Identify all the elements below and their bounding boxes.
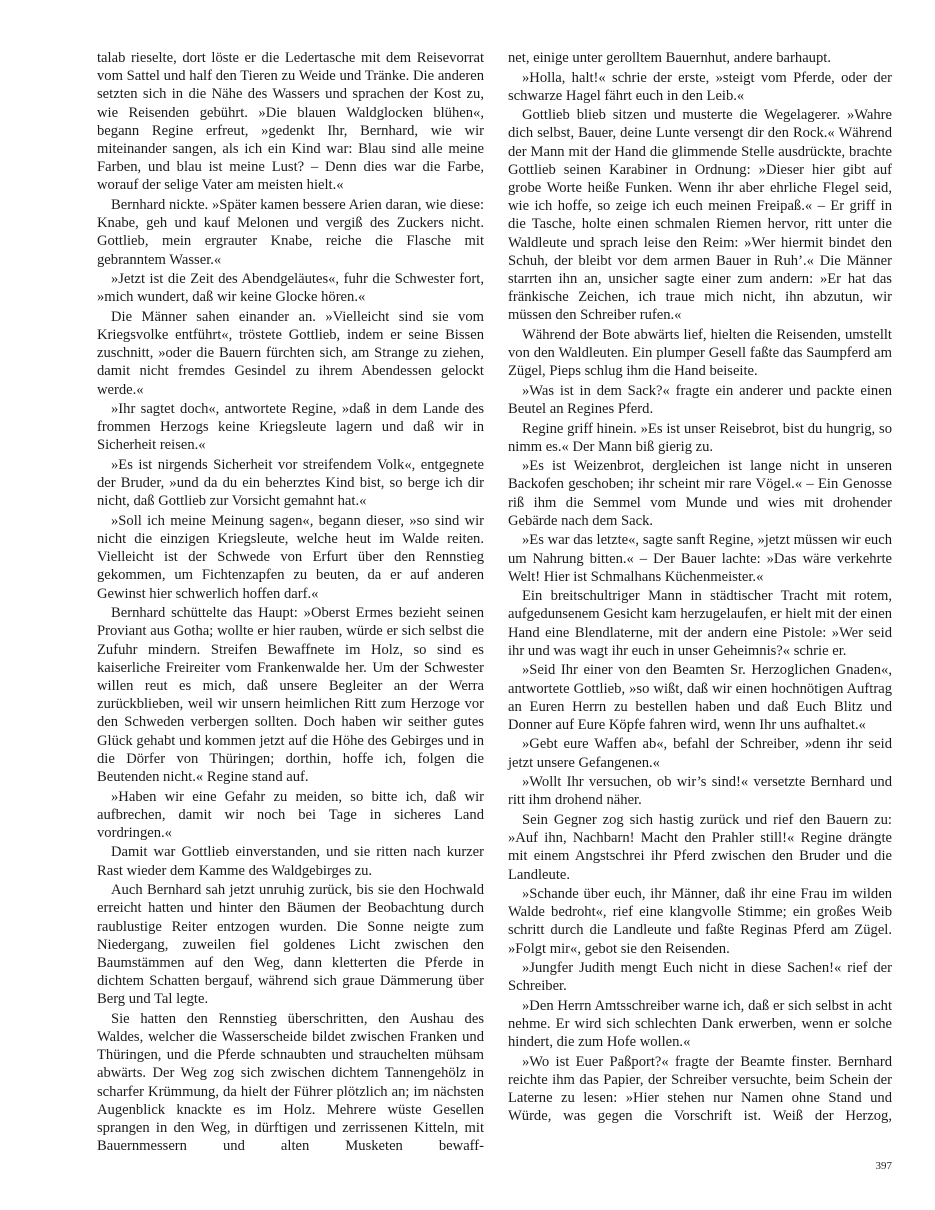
- paragraph: Regine griff hinein. »Es ist unser Reisebrot, bist du hungrig, so nimm es.« Der Mann biß gierig zu.: [508, 420, 892, 455]
- paragraph: »Es ist Weizenbrot, dergleichen ist lange nicht in unseren Backofen geschoben; ihr scheint mir rare Vögel.« – Ein Genosse riß ihm die Semmel vom Munde und wies mit drohender Gebärde nach dem Sack.: [508, 458, 892, 529]
- paragraph: »Es war das letzte«, sagte sanft Regine, »jetzt müssen wir euch um Nahrung bitten.« – Der Bauer lachte: »Das wäre verkehrte Welt! Hier ist Schmalhans Küchenmeister.«: [508, 532, 892, 585]
- paragraph: »Soll ich meine Meinung sagen«, begann dieser, »so sind wir nicht die einzigen Kriegsleute, welche heut im Walde reiten. Vielleicht ist der Schwede von Erfurt über den Rennstieg gekommen, um Fichtenzapfen zu beuten, da er auf anderen Gewinst hier schwerlich hoffen darf.«: [97, 512, 484, 602]
- paragraph: »Seid Ihr einer von den Beamten Sr. Herzoglichen Gnaden«, antwortete Gottlieb, »so wißt, daß wir einen hochnötigen Auftrag an Euren Herrn zu bestellen haben und daß Euch Blitz und Donner auf Eure Köpfe fahren wird, wenn Ihr uns aufhaltet.«: [508, 662, 892, 733]
- paragraph: »Es ist nirgends Sicherheit vor streifendem Volk«, entgegnete der Bruder, »und da du ein beherztes Kind bist, so berge ich dir nicht, daß Gottlieb zur Vorsicht gemahnt hat.«: [97, 456, 484, 510]
- paragraph: »Haben wir eine Gefahr zu meiden, so bitte ich, daß wir aufbrechen, damit wir noch bei Tage in sicheres Land vordringen.«: [97, 788, 484, 841]
- paragraph: »Schande über euch, ihr Männer, daß ihr eine Frau im wilden Walde bedroht«, rief eine klangvolle Stimme; ein großes Weib schritt durch die Landleute und faßte Reginas Pferd am Zügel. »Folgt mir«, gebot sie den Reisenden.: [508, 886, 892, 957]
- left-text-column: [97, 49, 484, 1157]
- paragraph: talab rieselte, dort löste er die Ledertasche mit dem Reisevorrat vom Sattel und half den Tieren zu Weide und Tränke. Die anderen setzten sich in die Nähe des Wassers und sprachen der Kost zu, wie Reisenden gebührt. »Die blauen Waldglocken blühen«, begann Regine erfreut, »gedenkt Ihr, Bernhard, wie wir miteinander sangen, als ich ein Kind war: Blau sind alle meine Farben, und blau ist meine Lust? – Denn dies war die Farbe, worauf der selige Vater am meisten hielt.«: [97, 50, 484, 194]
- paragraph: »Jungfer Judith mengt Euch nicht in diese Sachen!« rief der Schreiber.: [508, 960, 892, 995]
- paragraph: »Jetzt ist die Zeit des Abendgeläutes«, fuhr die Schwester fort, »mich wundert, daß wir keine Glocke hören.«: [97, 271, 484, 306]
- paragraph: Sein Gegner zog sich hastig zurück und rief den Bauern zu: »Auf ihn, Nachbarn! Macht den Prahler still!« Regine drängte mit einem Angstschrei ihr Pferd zwischen den Bruder und die Landleute.: [508, 811, 892, 883]
- paragraph: Sie hatten den Rennstieg überschritten, den Aushau des Waldes, welcher die Wasserscheide bildet zwischen Franken und Thüringen, und die Pferde schnaubten und strauchelten mühsam abwärts. Der Weg zog sich zwischen dichtem Tannengehölz in scharfer Krümmung, da hielt der Führer plötzlich an; im nächsten Augenblick knackte es im Holz. Mehrere wüste Gesellen sprangen in den Weg, in dürftigen und zerrissenen Kitteln, mit Bauernmessern und alten Musketen bewaff-: [97, 1010, 484, 1155]
- paragraph: »Gebt eure Waffen ab«, befahl der Schreiber, »denn ihr seid jetzt unsere Gefangenen.«: [508, 736, 892, 771]
- paragraph: »Was ist in dem Sack?« fragte ein anderer und packte einen Beutel an Regines Pferd.: [508, 382, 892, 418]
- paragraph: Die Männer sahen einander an. »Vielleicht sind sie vom Kriegsvolke entführt«, tröstete Gottlieb, indem er seine Bissen zuschnitt, »oder die Bauern fürchten sich, am Strange zu ziehen, damit nicht fremdes Gesindel zu ihrem Abendessen gelockt werde.«: [97, 308, 484, 398]
- right-text-column: [508, 49, 892, 1127]
- paragraph: Während der Bote abwärts lief, hielten die Reisenden, umstellt von den Waldleuten. Ein plumper Gesell faßte das Saumpferd am Zügel, Pieps schlug ihm die Hand beiseite.: [508, 326, 892, 380]
- paragraph: Gottlieb blieb sitzen und musterte die Wegelagerer. »Wahre dich selbst, Bauer, deine Lunte versengt dir den Rock.« Während der Mann mit der Hand die glimmende Stelle ausdrückte, brachte Gottlieb seinen Karabiner in Ordnung: »Dieser hier gibt auf grobe Worte heiße Funken. Wenn ihr aber ehrliche Flegel seid, wie ich hoffe, so zeige ich euch meinen Freipaß.« – Er griff in die Tasche, holte einen schmalen Riemen hervor, ritt unter die Waldleute und sprach leise den Reim: »Wer hiermit bindet den Schuh, der bleibt vor dem armen Bauer in Ruh’.« Die Männer starrten ihn an, unsicher sagte einer zum andern: »Er hat das fränkische Zeichen, ich traue mich nicht, ihn abzutun, wir müssen den Schreiber rufen.«: [508, 107, 892, 324]
- page-number: 397: [875, 1160, 892, 1172]
- paragraph: Auch Bernhard sah jetzt unruhig zurück, bis sie den Hochwald erreicht hatten und hinter den Bäumen der Beobachtung durch raublustige Reiter entzogen wurden. Die Sonne neigte zum Niedergang, zuweilen fiel goldenes Licht zwischen den Baumstämmen auf den Weg, dann kletterten die Pferde in dichtem Schatten bergauf, während sich graue Dämmerung über Berg und Tal legte.: [97, 882, 484, 1008]
- paragraph: Bernhard schüttelte das Haupt: »Oberst Ermes bezieht seinen Proviant aus Gotha; wollte er hier rauben, würde er sich selbst die Zufuhr mindern. Streifen Bewaffnete im Holz, so sind es kaiserliche Freireiter vom Frankenwalde her. Um der Schwester willen reut es mich, daß unsere Begleiter an der Werra zurückblieben, weil wir unsern heimlichen Ritt zum Herzoge vor den Schweden verbergen sollten. Doch haben wir seither gutes Glück gehabt und kommen jetzt auf die Höhe des Gebirges und in die Dörfer von Thüringen; dorthin, hoffe ich, folgen die Beutenden nicht.« Regine stand auf.: [97, 605, 484, 785]
- paragraph: Damit war Gottlieb einverstanden, und sie ritten nach kurzer Rast wieder dem Kamme des Waldgebirges zu.: [97, 844, 484, 879]
- paragraph: net, einige unter gerolltem Bauernhut, andere barhaupt.: [508, 50, 831, 66]
- paragraph: »Wo ist Euer Paßport?« fragte der Beamte finster. Bernhard reichte ihm das Papier, der Schreiber versuchte, beim Schein der Laterne zu lesen: »Hier stehen nur Namen ohne Stand und Würde, was gegen die Vorschrift ist. Weiß der Herzog,: [508, 1053, 892, 1125]
- paragraph: »Den Herrn Amtsschreiber warne ich, daß er sich selbst in acht nehme. Er wird sich schlechten Dank erwerben, wenn er solche hindert, die zum Hofe wollen.«: [508, 997, 892, 1051]
- paragraph: »Holla, halt!« schrie der erste, »steigt vom Pferde, oder der schwarze Hagel fährt euch in den Leib.«: [508, 69, 892, 104]
- paragraph: Ein breitschultriger Mann in städtischer Tracht mit rotem, aufgedunsenem Gesicht kam herzugelaufen, er hielt mit der einen Hand eine Blendlaterne, mit der andern eine Pistole: »Wer seid ihr und was wagt ihr euch in unser Geheimnis?« schrie er.: [508, 588, 892, 659]
- paragraph: Bernhard nickte. »Später kamen bessere Arien daran, wie diese: Knabe, geh und kauf Melonen und vergiß des Zuckers nicht. Gottlieb, mein ergrauter Knabe, reiche die Flasche mit gebranntem Wasser.«: [97, 196, 484, 268]
- paragraph: »Wollt Ihr versuchen, ob wir’s sind!« versetzte Bernhard und ritt ihm drohend näher.: [508, 774, 892, 809]
- paragraph: »Ihr sagtet doch«, antwortete Regine, »daß in dem Lande des frommen Herzogs keine Kriegsleute lagern und daß wir in Sicherheit reisen.«: [97, 401, 484, 454]
